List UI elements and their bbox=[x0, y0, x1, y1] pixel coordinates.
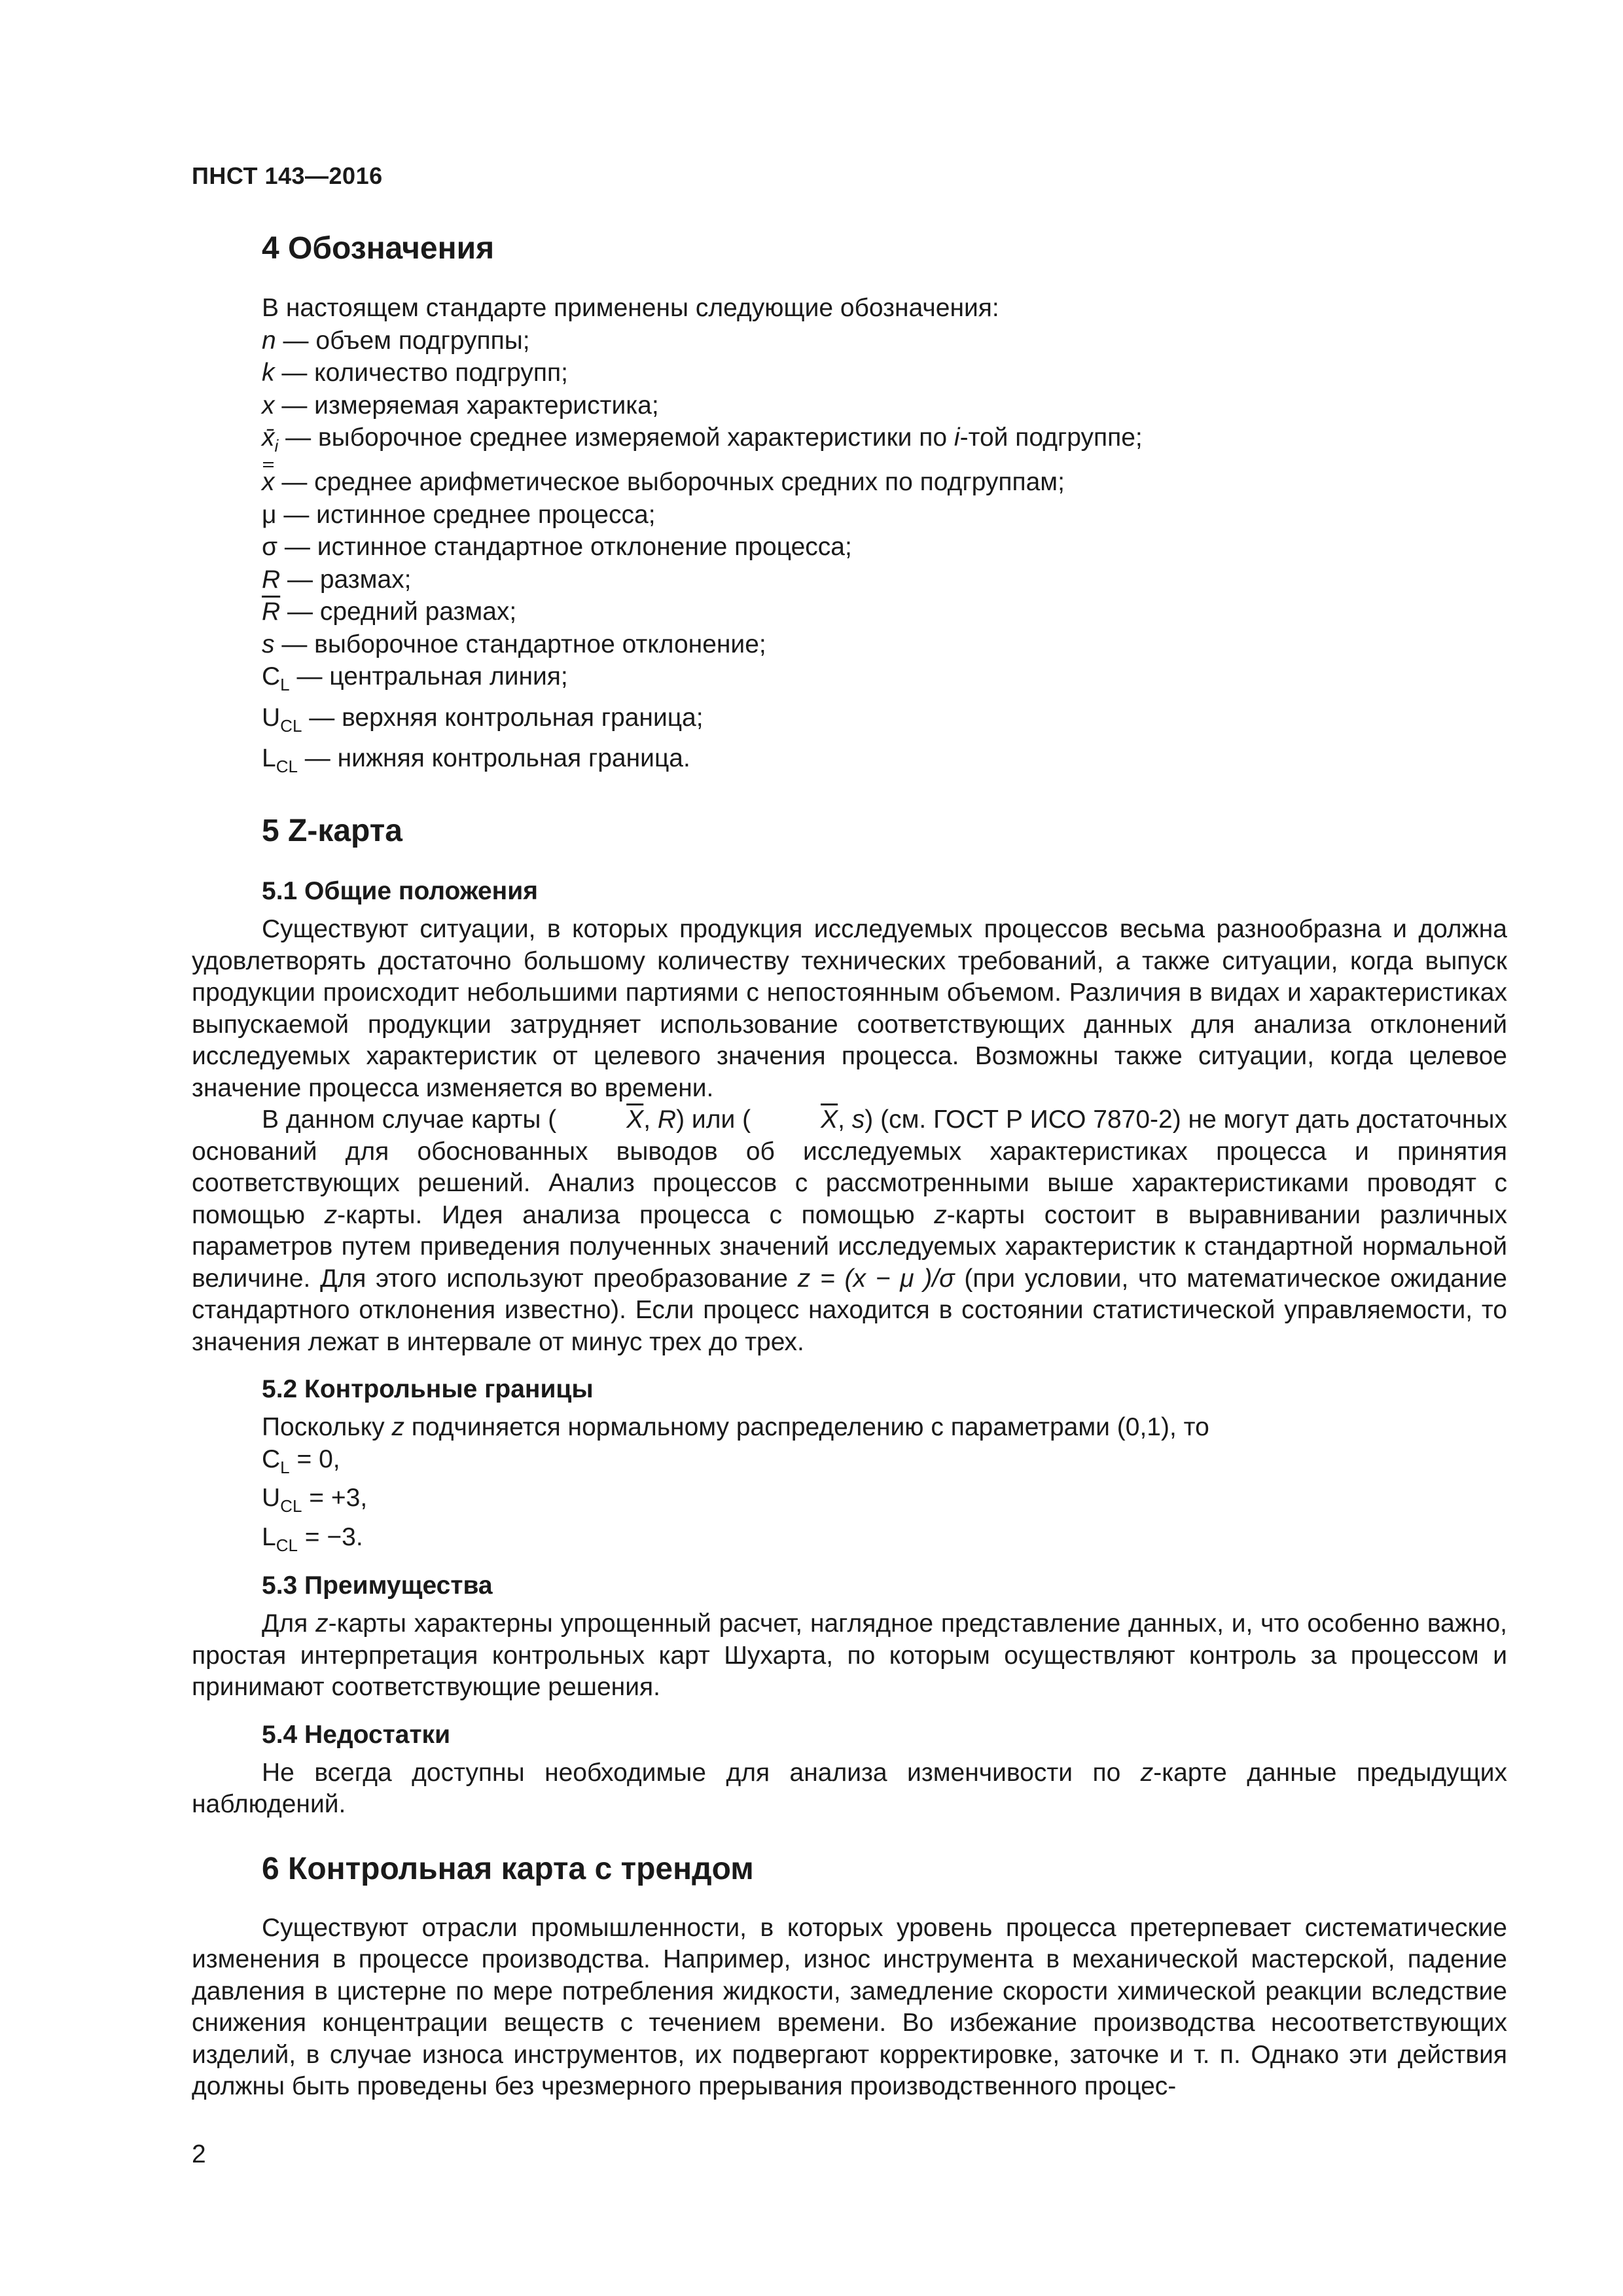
page-number: 2 bbox=[192, 2140, 206, 2168]
symbol-item bbox=[262, 702, 1507, 742]
limit-symbol: U bbox=[262, 1484, 281, 1513]
z-symbol: z bbox=[934, 1200, 947, 1229]
symbol-desc: — средний размах; bbox=[280, 598, 517, 626]
symbol-subscript: L bbox=[280, 675, 290, 695]
symbol-item bbox=[262, 389, 1507, 422]
symbol-item bbox=[262, 531, 1507, 564]
symbol: n bbox=[262, 326, 276, 355]
symbol-item bbox=[262, 462, 1507, 499]
s-symbol: s bbox=[851, 1105, 865, 1134]
text-run: ) или ( bbox=[676, 1105, 751, 1134]
symbol-desc-italic: i bbox=[954, 423, 960, 452]
symbol-item bbox=[262, 742, 1507, 783]
text-run: -карты. Идея анализа процесса с помощью bbox=[337, 1200, 935, 1229]
symbol: x bbox=[262, 391, 275, 420]
symbol-item bbox=[262, 564, 1507, 596]
section-5-1-paragraph-1: Существуют ситуации, в которых продукция исследуемых процессов весьма разнообразна и должна удовлетворять достаточно большому количеству технических требований, а также ситуации, когда выпуск продукции происходит небольшими партиями с непостоянным объемом. Различия в видах и характеристиках выпускаемой продукции затрудняет использование соответствующих данных для анализа отклонений исследуемых характеристик от целевого значения процесса. Возможны также ситуации, когда целевое значение процесса изменяется во времени. bbox=[192, 915, 1507, 1102]
symbol: C bbox=[262, 662, 281, 691]
symbol: s bbox=[262, 630, 275, 658]
symbol-desc: — выборочное среднее измеряемой характеристики по bbox=[278, 423, 954, 452]
x-bar-symbol: $\overline{X}$ bbox=[821, 1105, 838, 1134]
section-6-paragraph-1: Существуют отрасли промышленности, в которых уровень процесса претерпевает систематические изменения в процессе производства. Например, износ инструмента в механической мастерской, падение давления в цистерне по мере потребления жидкости, замедление скорости химической реакции вследствие снижения концентрации веществ с течением времени. Во избежание производства несоответствующих изделий, в случае износа инструментов, их подвергают корректировке, заточке и т. п. Однако эти действия должны быть проведены без чрезмерного прерывания производственного процес- bbox=[192, 1913, 1507, 2101]
limit-value: = −3. bbox=[297, 1523, 363, 1552]
text-run: , bbox=[643, 1105, 658, 1134]
symbol-subscript: CL bbox=[280, 715, 302, 736]
symbol-item bbox=[262, 628, 1507, 661]
z-symbol: z bbox=[315, 1609, 329, 1638]
symbol-desc: — размах; bbox=[280, 565, 412, 594]
text-run: Для bbox=[262, 1609, 316, 1638]
z-symbol: z bbox=[1140, 1758, 1154, 1787]
symbol-desc: — выборочное стандартное отклонение; bbox=[274, 630, 766, 658]
section-5-1-paragraph-2 bbox=[192, 1104, 1507, 1358]
symbol: R bbox=[262, 565, 281, 594]
symbol-desc: — количество подгрупп; bbox=[274, 359, 568, 387]
limit-symbol: C bbox=[262, 1444, 281, 1473]
limit-value: = 0, bbox=[289, 1444, 340, 1473]
symbol-item bbox=[262, 596, 1507, 628]
x-bar-symbol: $\overline{X}$ bbox=[626, 1105, 644, 1134]
text-run: , bbox=[838, 1105, 852, 1134]
symbol-subscript: CL bbox=[276, 756, 298, 776]
section-4-heading: 4 Обозначения bbox=[262, 231, 495, 266]
section-5-4-heading: 5.4 Недостатки bbox=[262, 1720, 451, 1749]
section-5-3-heading: 5.3 Преимущества bbox=[262, 1571, 493, 1600]
symbol-desc: — объем подгруппы; bbox=[276, 326, 530, 355]
text-run: В данном случае карты ( bbox=[262, 1105, 557, 1134]
section-5-3-paragraph bbox=[192, 1608, 1507, 1704]
symbol-desc: — истинное стандартное отклонение процесса; bbox=[277, 533, 852, 562]
text-run: подчиняется нормальному распределению с параметрами (0,1), то bbox=[404, 1413, 1209, 1442]
text-run: -карты характерны упрощенный расчет, наглядное представление данных, и, что особенно важно, простая интерпретация контрольных карт Шухарта, по которым осуществляют контроль за процессом и принимают соответствующие решения. bbox=[192, 1609, 1508, 1702]
symbol: U bbox=[262, 703, 281, 732]
symbol-double-bar: x bbox=[262, 466, 275, 499]
section-5-heading: 5 Z-карта bbox=[262, 814, 402, 849]
control-limit-item bbox=[262, 1482, 1507, 1522]
symbol-desc: — нижняя контрольная граница. bbox=[297, 744, 690, 772]
symbol-desc: — среднее арифметическое выборочных средних по подгруппам; bbox=[274, 468, 1065, 497]
symbol-desc: — измеряемая характеристика; bbox=[274, 391, 659, 420]
text-run: -карты состоит в выравнивании различных параметров путем приведения полученных значений исследуемых характеристик к стандартной нормальной величине. Для этого используют преобразование bbox=[192, 1200, 1507, 1293]
symbol: L bbox=[262, 744, 276, 772]
text-run: -карте данные предыдущих наблюдений. bbox=[192, 1758, 1507, 1819]
symbol-desc: — истинное среднее процесса; bbox=[276, 500, 656, 529]
symbol-desc: -той подгруппе; bbox=[959, 423, 1143, 452]
z-symbol: z bbox=[324, 1200, 338, 1229]
z-formula: z = (x − μ )/σ bbox=[797, 1264, 955, 1293]
text-run: Не всегда доступны необходимые для анализа изменчивости по bbox=[262, 1758, 1141, 1787]
section-4-intro: В настоящем стандарте применены следующие обозначения: bbox=[262, 294, 999, 322]
symbol: σ bbox=[262, 533, 278, 562]
symbol: μ bbox=[262, 500, 277, 529]
r-symbol: R bbox=[657, 1105, 677, 1134]
text-run: Поскольку bbox=[262, 1413, 392, 1442]
page-content bbox=[192, 229, 1507, 2103]
z-symbol: z bbox=[391, 1413, 404, 1442]
symbol-desc: — верхняя контрольная граница; bbox=[302, 703, 704, 732]
section-5-1-heading: 5.1 Общие положения bbox=[262, 877, 538, 906]
section-5-2-intro bbox=[192, 1412, 1507, 1444]
symbol-list bbox=[192, 325, 1507, 783]
symbol-item bbox=[262, 660, 1507, 701]
symbol: x̄ bbox=[262, 423, 275, 452]
limit-subscript: CL bbox=[280, 1496, 302, 1516]
limit-symbol: L bbox=[262, 1523, 276, 1552]
limit-subscript: L bbox=[280, 1457, 290, 1477]
symbol: k bbox=[262, 359, 275, 387]
limit-value: = +3, bbox=[302, 1484, 368, 1513]
symbol-bar: $\overline{R}$ bbox=[262, 598, 281, 626]
limit-subscript: CL bbox=[276, 1535, 298, 1556]
symbol-item bbox=[262, 422, 1507, 462]
control-limit-item bbox=[262, 1444, 1507, 1483]
symbol-item bbox=[262, 357, 1507, 389]
symbol-subscript: i bbox=[274, 435, 279, 456]
section-5-4-paragraph bbox=[192, 1757, 1507, 1821]
control-limit-item bbox=[262, 1522, 1507, 1561]
section-5-2-heading: 5.2 Контрольные границы bbox=[262, 1375, 594, 1404]
running-header: ПНСТ 143—2016 bbox=[192, 162, 383, 189]
section-6-heading: 6 Контрольная карта с трендом bbox=[262, 1851, 754, 1886]
symbol-item bbox=[262, 325, 1507, 357]
symbol-item bbox=[262, 499, 1507, 531]
text-run: ) (см. ГОСТ Р ИСО 7870-2) не могут дать достаточных оснований для обоснованных выводов об исследуемых характеристиках процесса и принятия соответствующих решений. Анализ процессов с рассмотренными выше характеристиками проводят с помощью bbox=[192, 1105, 1508, 1229]
symbol-desc: — центральная линия; bbox=[289, 662, 568, 691]
text-run: (при условии, что математическое ожидание стандартного отклонения известно). Если процесс находится в состоянии статистической управляемости, то значения лежат в интервале от минус трех до трех. bbox=[192, 1264, 1507, 1356]
control-limits-list bbox=[192, 1444, 1507, 1561]
